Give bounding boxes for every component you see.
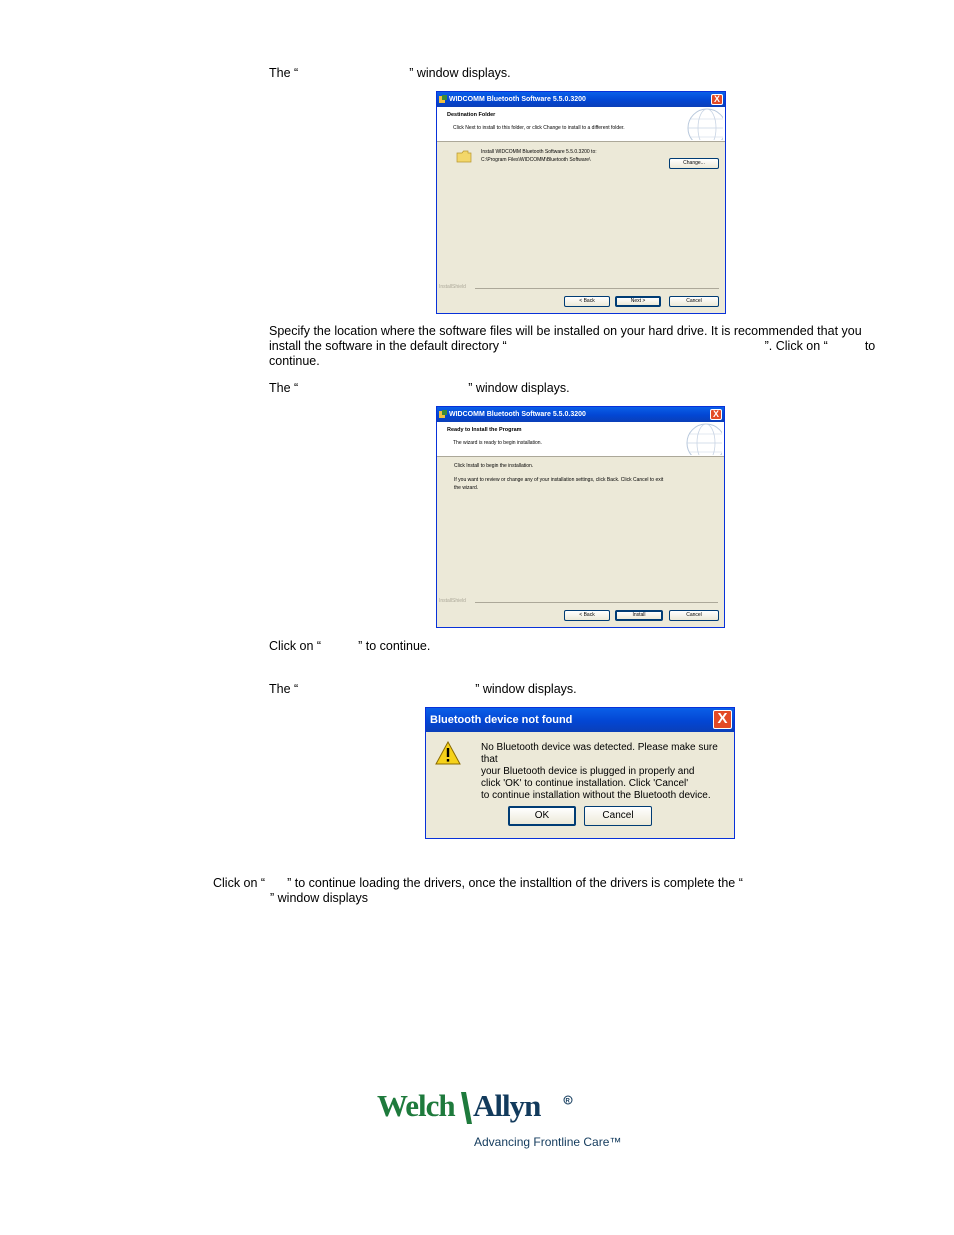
- install-target-text: Install WIDCOMM Bluetooth Software 5.5.0.3200 to: C:\Program Files\WIDCOMM\Bluetooth Software\: [481, 149, 597, 163]
- destination-folder-window: [436, 91, 726, 314]
- globe-icon: [675, 108, 723, 140]
- window-title: WIDCOMM Bluetooth Software 5.5.0.3200: [449, 96, 586, 103]
- paragraph-ready-intro: The “ ” window displays.: [269, 381, 570, 395]
- ready-to-install-window: [436, 406, 725, 628]
- svg-text:Welch: Welch: [377, 1088, 455, 1123]
- cancel-button[interactable]: Cancel: [669, 296, 719, 307]
- svg-text:Allyn: Allyn: [473, 1088, 541, 1123]
- svg-text:R: R: [565, 1098, 570, 1105]
- install-path: C:\Program Files\WIDCOMM\Bluetooth Software\: [481, 157, 591, 163]
- globe-icon: [674, 423, 722, 455]
- paragraph-destination-intro: The “ ” window displays.: [269, 66, 511, 80]
- dialog-title: Bluetooth device not found: [430, 714, 573, 726]
- header-subtitle: Click Next to install to this folder, or click Change to install to a different folder.: [453, 125, 625, 131]
- close-icon: X: [712, 409, 719, 419]
- dialog-message: No Bluetooth device was detected. Please make sure that your Bluetooth device is plugged in properly and click 'OK' to continue installation. Click 'Cancel' to continue installation without the Bluetooth device.: [481, 742, 718, 801]
- close-icon: X: [713, 94, 720, 104]
- installer-icon: [439, 95, 447, 104]
- installer-icon: [439, 410, 447, 419]
- installshield-separator: InstallShield: [439, 598, 718, 606]
- change-button[interactable]: Change...: [669, 158, 719, 169]
- folder-icon: [456, 150, 472, 163]
- ready-body-text: Click Install to begin the installation. If you want to review or change any of your installation settings, click Back. Click Cancel to exit the wizard.: [454, 463, 664, 491]
- warning-icon: [435, 741, 461, 765]
- window-title: WIDCOMM Bluetooth Software 5.5.0.3200: [449, 411, 586, 418]
- close-icon: X: [717, 710, 728, 727]
- back-button[interactable]: < Back: [564, 296, 610, 307]
- wizard-header: [437, 107, 725, 142]
- paragraph-not-found-intro: The “ ” window displays.: [269, 682, 577, 696]
- wizard-header: [437, 422, 724, 457]
- paragraph-click-install: Click on “ ” to continue.: [269, 639, 431, 653]
- bluetooth-not-found-dialog: [425, 707, 735, 839]
- close-button[interactable]: [710, 409, 722, 420]
- header-title: Destination Folder: [447, 112, 496, 118]
- next-button[interactable]: Next >: [615, 296, 661, 307]
- header-subtitle: The wizard is ready to begin installation.: [453, 440, 542, 446]
- installshield-separator: InstallShield: [439, 284, 719, 292]
- window-title-bar[interactable]: [437, 92, 725, 107]
- window-title-bar[interactable]: [437, 407, 724, 422]
- paragraph-continue-drivers: Click on “ ” to continue loading the drivers, once the installtion of the drivers is complete the “ ” window displays: [213, 876, 743, 905]
- cancel-button[interactable]: Cancel: [584, 806, 652, 826]
- back-button[interactable]: < Back: [564, 610, 610, 621]
- cancel-button[interactable]: Cancel: [669, 610, 719, 621]
- close-button[interactable]: [713, 710, 732, 729]
- header-title: Ready to Install the Program: [447, 427, 522, 433]
- close-button[interactable]: [711, 94, 723, 105]
- dialog-title-bar[interactable]: [426, 708, 734, 732]
- ok-button[interactable]: OK: [508, 806, 576, 826]
- install-button[interactable]: Install: [615, 610, 663, 621]
- paragraph-location-instructions: Specify the location where the software files will be installed on your hard drive. It is recommended that you install the software in the default directory “ ”. Click on “ to continue.: [269, 324, 876, 368]
- logo-tagline: Advancing Frontline Care™: [474, 1135, 622, 1149]
